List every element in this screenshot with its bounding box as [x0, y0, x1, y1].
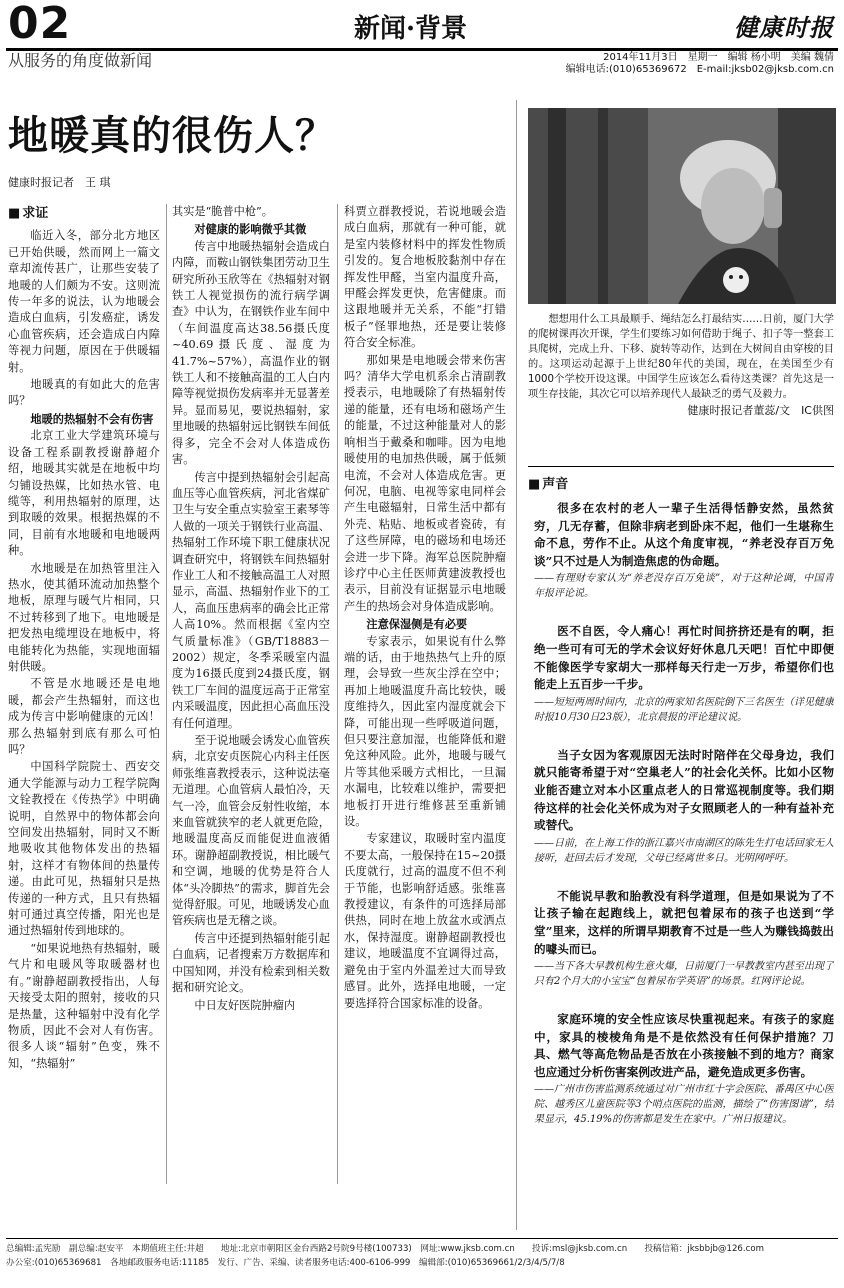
article-paragraph: 传言中地暖热辐射会造成白内障，而鞍山钢铁集团劳动卫生研究所孙玉欣等在《热辐射对钢铁工人视觉损伤的流行病学调查》中认为，在钢铁作业车间中（车间温度高达38.56摄氏度~40.69摄氏度、湿度为41.7%~57%），高温作业的钢铁工人和不接触高温的工人白内障等视觉损伤发病率并无显著差异。显而易见，要说热辐射，家里地暖的热辐射远比钢铁车间低得多，完全不会对人体造成伤害。 [172, 239, 330, 467]
voice-quote: 当子女因为客观原因无法时时陪伴在父母身边，我们就只能寄希望于对“空巢老人”的社会化关怀。比如小区物业能否建立对本小区重点老人的日常巡视制度等。我们期待这样的社会化关怀成为对子女照顾老人的一种有益补充或替代。 [534, 747, 834, 833]
news-photo [528, 108, 836, 304]
voice-item [534, 888, 834, 989]
voice-quote: 不能说早教和胎教没有科学道理，但是如果说为了不让孩子输在起跑线上，就把包着尿布的孩子也送到“学堂”里来，这样的所谓早期教育不过是一些人为赚钱捣鼓出的噱头而已。 [534, 888, 834, 956]
page-footer [6, 1238, 838, 1270]
masthead [6, 0, 838, 75]
article-paragraph: 中国科学院院士、西安交通大学能源与动力工程学院陶文铨教授在《传热学》中明确说明，自然界中的物体都会向空间发出热辐射，同时又不断地吸收其他物体发出的热辐射，这样才有物体间的热量传递。由此可见，热辐射只是热传递的一种方式，且只有热辐射可通过真空传播，阳光也是通过热辐射传到地球的。 [8, 760, 160, 938]
paragraph-lead-heading: 注意保湿侧是有必要 [366, 617, 468, 632]
voice-source: ——短短两周时间内，北京的两家知名医院倒下三名医生（详见健康时报10月30日23版），北京晨报的评论建议说。 [534, 696, 834, 723]
dateline [566, 52, 834, 76]
column-divider [337, 204, 338, 1184]
article-paragraph: 传言中还提到热辐射能引起白血病，记者搜索万方数据库和中国知网，并没有检索到相关数据和研究论文。 [172, 931, 330, 995]
paragraph-lead-heading: 地暖的热辐射不会有伤害 [30, 411, 154, 426]
article-paragraph: 至于说地暖会诱发心血管疾病，北京安贞医院心内科主任医师张维喜教授表示，这种说法毫无道理。心血管病人最怕冷，天气一冷，血管会反射性收缩，本来血管就狭窄的老人就更危险，地暖温度高反而能促进血液循环。谢静超副教授说，相比暖气和空调，地暖的优势是符合人体“头冷脚热”的需求，脚首先会觉得舒服。可见，地暖诱发心血管疾病也是无稽之谈。 [172, 734, 330, 928]
article-paragraph: 临近入冬，部分北方地区已开始供暖，然而网上一篇文章却流传甚广，让那些安装了地暖的人们颇为不安。这则流传一年多的说法，认为地暖会造成白血病，引发癌症，诱发心血管疾病，还会造成白内障等视力问题，原因在于供暖辐射。 [8, 229, 160, 374]
paragraph-lead-heading: 对健康的影响微乎其微 [194, 222, 307, 237]
caption-text: 想想用什么工具最顺手、绳结怎么打最结实……日前，厦门大学的爬树课再次开课，学生们要练习如何借助于绳子、扣子等一整套工具爬树，完成上升、下移、旋转等动作，达到在大树间自由穿梭的目的。这项运动起源于上世纪80年代的美国，现在，在美国至少有1000个学校开设这课。中国学生应该怎么看待这类课？首先这是一项生存技能，其次它可以培养现代人最缺乏的勇气及毅力。 [528, 314, 834, 400]
voice-item [534, 747, 834, 866]
newspaper-logo: 健康时报 [734, 13, 834, 42]
article-paragraph: 那如果是电地暖会带来伤害吗？清华大学电机系余占清副教授表示，电地暖除了有热辐射传递的能量，还有电场和磁场产生的能量，不过这种能量对人的影响相当于戴桑和咖啡。因为电地暖使用的电加热供暖，属于低频电流，不会对人体造成危害。更何况，电脑、电视等家电同样会产生电磁辐射，日常生活中都有外壳、粘贴、地板或者瓷砖，有了这些屏障，电的磁场和电场还会进一步下降。海军总医院肿瘤诊疗中心主任医师黄建波教授也表示，目前没有证据显示电地暖产生的热场会对身体造成影响。 [344, 353, 506, 613]
footer-line-2: 办公室:(010)65369681 各地邮政服务电话:11185 发行、广告、采编、读者服务电话:400-6106-999 编辑部:(010)65369661/2/3/4/5/7/8 [6, 1258, 565, 1268]
photo-credit: 健康时报记者董蕊/文 IC供图 [687, 404, 834, 417]
column-divider [166, 204, 167, 1184]
article-paragraph: 专家建议，取暖时室内温度不要太高，一般保持在15~20摄氏度就行，过高的温度不但不利于节能，也影响舒适感。张维喜教授建议，有条件的可选择局部供热，同时在地上放盆水或洒点水，保持湿度。谢静超副教授也建议，地暖温度不宜调得过高，避免由于室内外温差过大而导致感冒。此外，选择电地暖，一定要选择符合国家标准的设备。 [344, 832, 506, 1010]
voice-quote: 医不自医，令人痛心！再忙时间挤挤还是有的啊，拒绝一些可有可无的学术会议好好休息几天吧！百忙中即便不能像医学专家胡大一那样每天行走一万步，希望你们也能走上五百步一千步。 [534, 624, 834, 692]
voice-item [534, 500, 834, 601]
section-subhead: ■ 求证 [8, 206, 160, 222]
article-paragraph: “如果说地热有热辐射，暖气片和电暖风等取暖器材也有。”谢静超副教授指出，人每天接受太阳的照射，接收的只是热量，这种辐射中没有化学物质，因此不会对人有伤害。很多人谈“辐射”色变，殊不知，“热辐射” [8, 941, 160, 1070]
voices-heading: ■ 声音 [528, 466, 834, 492]
voice-source: ——日前，在上海工作的浙江嘉兴市南湖区的陈先生打电话回家无人接听，赶回去后才发现，父母已经离世多日。光明网呼吁。 [534, 837, 834, 864]
photo-caption [528, 312, 834, 418]
voice-quote: 家庭环境的安全性应该尽快重视起来。有孩子的家庭中，家具的棱棱角角是不是依然没有任何保护措施？刀具、燃气等高危物品是否放在小孩接触不到的地方？商家也应通过分析伤害案例改进产品，避免造成更多伤害。 [534, 1012, 834, 1079]
article-paragraph: 专家表示，如果说有什么弊端的话，由于地热热气上升的原理，会导致一些灰尘浮在空中；再加上地暖温度升高比较快，暖度维持久，因此室内湿度就会下降，可能出现一些呼吸道问题，但只要注意加湿，也能降低和避免这种风险。此外，地暖与暖气片等其他采暖方式相比，一旦漏水漏电，比较难以维护，需要把地板打开进行维修甚至重新铺设。 [344, 634, 506, 829]
voice-source: ——广州市伤害监测系统通过对广州市红十字会医院、番禺区中心医院、越秀区儿童医院等3个哨点医院的监测，描绘了“伤害图谱”，结果显示，45.19%的伤害都是发生在家中。广州日报建议。 [534, 1084, 834, 1126]
article-column-3 [344, 204, 506, 1184]
voice-source: ——有理财专家认为“养老没存百万免谈”，对于这种论调，中国青年报评论说。 [534, 573, 834, 600]
article-paragraph: 北京工业大学建筑环境与设备工程系副教授谢静超介绍，地暖其实就是在地板中均匀铺设热媒，比如热水管、电缆等，利用热辐射的原理，达到取暖的效果。根据热媒的不同，目前有水地暖和电地暖两种。 [8, 429, 160, 558]
article-paragraph: 其实是“脆普中枪”。 [172, 205, 273, 218]
section-slogan: 从服务的角度做新闻 [8, 51, 153, 70]
voice-quote: 很多在农村的老人一辈子生活得恬静安然，虽然贫穷，几无存蓄，但除非病老到卧床不起，他们一生堪称生命不息，劳作不止。从这个角度审视，“养老没存百万免谈”只不过是人为制造焦虑的伪命题。 [534, 501, 834, 568]
footer-line-1: 总编辑:孟宪励 副总编:赵安平 本期值班主任:井超 地址:北京市朝阳区金台西路2号院9号楼(100733) 网址:www.jksb.com.cn 投诉:msl@jksb.com.cn 投稿信箱：jksbbjb@126.com [6, 1244, 764, 1254]
voice-source: ——当下各大早教机构生意火爆，日前厦门一早教教室内甚至出现了只有2个月大的小宝宝“包着尿布学英语”的场景。红网评论说。 [534, 961, 834, 988]
article-column-2 [172, 204, 330, 1184]
date-editor-line: 2014年11月3日 星期一 编辑 杨小明 美编 魏倩 [603, 52, 834, 63]
article-paragraph: 不管是水地暖还是电地暖，都会产生热辐射，而这也成为传言中影响健康的元凶！那么热辐射到底有那么可怕吗？ [8, 677, 160, 756]
article-headline: 地暖真的很伤人？ [8, 112, 336, 159]
voice-item [534, 1011, 834, 1127]
article-paragraph: 地暖真的有如此大的危害吗？ [8, 378, 160, 408]
page-number: 02 [8, 0, 72, 49]
contact-line: 编辑电话:(010)65369672 E-mail:jksb02@jksb.com.cn [565, 64, 834, 75]
voices-list [534, 500, 834, 1200]
article-byline: 健康时报记者 王 琪 [8, 176, 111, 189]
article-paragraph: 传言中提到热辐射会引起高血压等心血管疾病，河北省煤矿卫生与安全重点实验室王素琴等人做的一项关于钢铁行业高温、热辐射工作环境下职工健康状况调查研究中，将钢铁车间热辐射作业工人和不接触高温工人对照显示，高温、热辐射作业下的工人，高血压患病率的确会比正常人高10%。然而根据《室内空气质量标准》（GB/T18883－2002）规定，冬季采暖室内温度为16摄氏度到24摄氏度，钢铁工厂车间的温度远高于正常室内采暖温度，因此担心高血压没有任何道理。 [172, 470, 330, 730]
voice-item [534, 623, 834, 724]
column-divider [516, 100, 517, 1230]
section-title: 新闻·背景 [354, 14, 468, 44]
tree-climbing-photo-icon [528, 108, 836, 304]
article-paragraph: 水地暖是在加热管里注入热水，使其循环流动加热整个地板，原理与暖气片相同，只不过转移到了地下。电地暖是把发热电缆埋设在地板中，将电能转化为热能，实现地面辐射供暖。 [8, 561, 160, 673]
article-paragraph: 中日友好医院肿瘤内 [194, 998, 296, 1012]
article-paragraph: 科贾立群教授说，若说地暖会造成白血病，那就有一种可能，就是室内装修材料中的挥发性物质引发的。复合地板胶黏剂中存在挥发性甲醛，当室内温度升高，甲醛会挥发更快，危害健康。而这跟地暖并无关系，不能“打错板子”怪罪地热，还是要让装修符合安全标准。 [344, 205, 506, 350]
article-column-1 [8, 204, 160, 1184]
